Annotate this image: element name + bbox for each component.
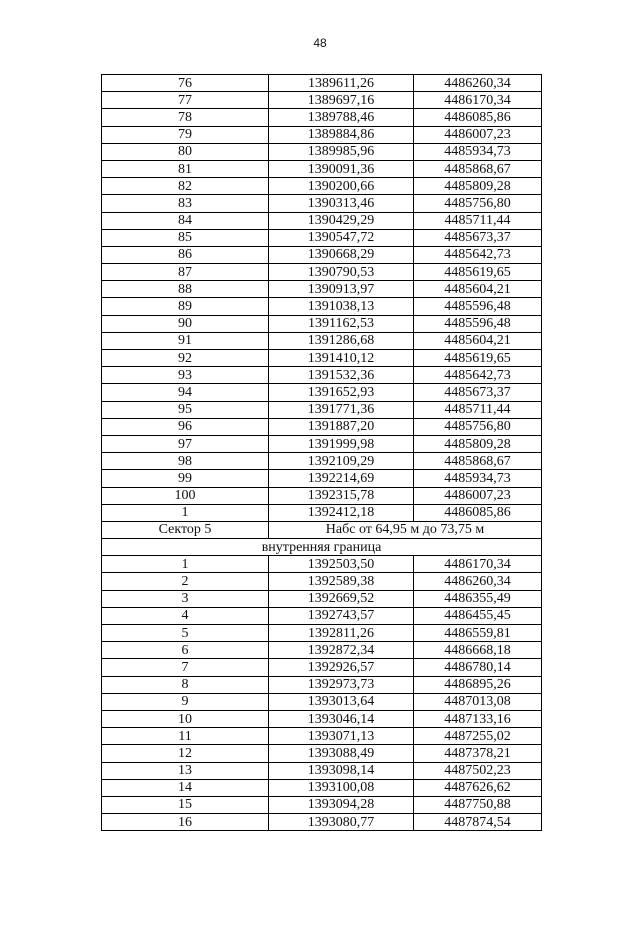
coordinate-y: 4485604,21 (414, 332, 542, 349)
coordinate-x: 1390913,97 (269, 281, 414, 298)
point-number: 92 (102, 350, 269, 367)
sector-name: Сектор 5 (102, 521, 269, 538)
coordinate-y: 4487378,21 (414, 745, 542, 762)
coordinate-y: 4486007,23 (414, 487, 542, 504)
table-row (102, 435, 542, 452)
table-row (102, 642, 542, 659)
point-number: 96 (102, 418, 269, 435)
coordinate-y: 4485711,44 (414, 212, 542, 229)
point-number: 84 (102, 212, 269, 229)
coordinate-y: 4485673,37 (414, 229, 542, 246)
coordinate-y: 4485673,37 (414, 384, 542, 401)
point-number: 8 (102, 676, 269, 693)
coordinate-x: 1391652,93 (269, 384, 414, 401)
table-row (102, 178, 542, 195)
table-row (102, 229, 542, 246)
point-number: 97 (102, 435, 269, 452)
coordinate-x: 1393080,77 (269, 814, 414, 831)
point-number: 77 (102, 92, 269, 109)
point-number: 94 (102, 384, 269, 401)
coordinate-x: 1392109,29 (269, 453, 414, 470)
table-row (102, 75, 542, 92)
coordinate-x: 1393094,28 (269, 796, 414, 813)
coordinate-y: 4485619,65 (414, 350, 542, 367)
coordinate-y: 4486170,34 (414, 92, 542, 109)
point-number: 88 (102, 281, 269, 298)
point-number: 1 (102, 556, 269, 573)
coordinate-x: 1391162,53 (269, 315, 414, 332)
point-number: 15 (102, 796, 269, 813)
point-number: 12 (102, 745, 269, 762)
coordinate-x: 1392669,52 (269, 590, 414, 607)
table-row (102, 160, 542, 177)
coordinate-y: 4485756,80 (414, 418, 542, 435)
coordinate-y: 4486260,34 (414, 75, 542, 92)
coordinate-x: 1391887,20 (269, 418, 414, 435)
table-row (102, 470, 542, 487)
point-number: 89 (102, 298, 269, 315)
page-number: 48 (313, 36, 327, 50)
coordinate-y: 4487133,16 (414, 710, 542, 727)
coordinate-y: 4485756,80 (414, 195, 542, 212)
coordinate-x: 1390668,29 (269, 246, 414, 263)
coordinate-y: 4485604,21 (414, 281, 542, 298)
table-row (102, 315, 542, 332)
coordinate-y: 4485711,44 (414, 401, 542, 418)
point-number: 11 (102, 728, 269, 745)
point-number: 87 (102, 264, 269, 281)
boundary-label: внутренняя граница (102, 539, 542, 556)
coordinate-x: 1392214,69 (269, 470, 414, 487)
table-row (102, 401, 542, 418)
coordinate-y: 4485934,73 (414, 143, 542, 160)
table-row (102, 659, 542, 676)
point-number: 1 (102, 504, 269, 521)
table-row (102, 367, 542, 384)
table-row (102, 143, 542, 160)
coordinate-x: 1392503,50 (269, 556, 414, 573)
table-row (102, 246, 542, 263)
table-row (102, 796, 542, 813)
coordinate-x: 1389788,46 (269, 109, 414, 126)
table-row (102, 109, 542, 126)
coordinate-y: 4487013,08 (414, 693, 542, 710)
coordinate-x: 1393098,14 (269, 762, 414, 779)
point-number: 86 (102, 246, 269, 263)
coordinate-x: 1393100,08 (269, 779, 414, 796)
coordinate-y: 4487874,54 (414, 814, 542, 831)
coordinate-x: 1389697,16 (269, 92, 414, 109)
point-number: 91 (102, 332, 269, 349)
coordinates-table (101, 74, 542, 831)
point-number: 81 (102, 160, 269, 177)
coordinate-x: 1391771,36 (269, 401, 414, 418)
table-row (102, 384, 542, 401)
coordinate-y: 4485868,67 (414, 160, 542, 177)
coordinate-x: 1390429,29 (269, 212, 414, 229)
point-number: 16 (102, 814, 269, 831)
coordinate-x: 1390091,36 (269, 160, 414, 177)
coordinate-x: 1393071,13 (269, 728, 414, 745)
table-row (102, 728, 542, 745)
table-row (102, 504, 542, 521)
point-number: 14 (102, 779, 269, 796)
coordinates-table-body-upper (102, 75, 542, 522)
table-row (102, 693, 542, 710)
coordinate-y: 4485619,65 (414, 264, 542, 281)
table-row (102, 745, 542, 762)
coordinate-y: 4485642,73 (414, 246, 542, 263)
coordinate-y: 4485934,73 (414, 470, 542, 487)
coordinate-y: 4485809,28 (414, 178, 542, 195)
sector-header (102, 521, 542, 555)
coordinate-y: 4487502,23 (414, 762, 542, 779)
point-number: 5 (102, 625, 269, 642)
coordinate-y: 4487750,88 (414, 796, 542, 813)
table-row (102, 281, 542, 298)
coordinate-x: 1390313,46 (269, 195, 414, 212)
coordinates-table-body-lower (102, 556, 542, 831)
table-row (102, 126, 542, 143)
table-row (102, 556, 542, 573)
coordinate-x: 1392926,57 (269, 659, 414, 676)
point-number: 98 (102, 453, 269, 470)
coordinate-x: 1389611,26 (269, 75, 414, 92)
table-row (102, 710, 542, 727)
point-number: 79 (102, 126, 269, 143)
coordinate-y: 4486355,49 (414, 590, 542, 607)
point-number: 7 (102, 659, 269, 676)
table-row (102, 625, 542, 642)
coordinate-x: 1390547,72 (269, 229, 414, 246)
coordinate-y: 4486007,23 (414, 126, 542, 143)
coordinate-y: 4487255,02 (414, 728, 542, 745)
point-number: 13 (102, 762, 269, 779)
point-number: 90 (102, 315, 269, 332)
point-number: 80 (102, 143, 269, 160)
table-row (102, 264, 542, 281)
coordinate-x: 1391999,98 (269, 435, 414, 452)
point-number: 99 (102, 470, 269, 487)
point-number: 4 (102, 607, 269, 624)
coordinate-y: 4486780,14 (414, 659, 542, 676)
coordinate-x: 1389884,86 (269, 126, 414, 143)
coordinate-y: 4485868,67 (414, 453, 542, 470)
point-number: 3 (102, 590, 269, 607)
coordinate-x: 1393013,64 (269, 693, 414, 710)
coordinate-x: 1392315,78 (269, 487, 414, 504)
coordinate-y: 4485596,48 (414, 298, 542, 315)
point-number: 85 (102, 229, 269, 246)
coordinate-x: 1392811,26 (269, 625, 414, 642)
table-row (102, 779, 542, 796)
coordinate-y: 4485596,48 (414, 315, 542, 332)
point-number: 83 (102, 195, 269, 212)
point-number: 76 (102, 75, 269, 92)
table-row (102, 298, 542, 315)
table-row (102, 418, 542, 435)
table-row (102, 487, 542, 504)
sector-row (102, 521, 542, 538)
point-number: 93 (102, 367, 269, 384)
coordinate-x: 1393046,14 (269, 710, 414, 727)
point-number: 95 (102, 401, 269, 418)
sector-height-range: Набс от 64,95 м до 73,75 м (269, 521, 542, 538)
coordinate-x: 1391286,68 (269, 332, 414, 349)
coordinate-x: 1391038,13 (269, 298, 414, 315)
coordinate-y: 4486085,86 (414, 109, 542, 126)
coordinate-x: 1391532,36 (269, 367, 414, 384)
point-number: 100 (102, 487, 269, 504)
coordinate-y: 4486668,18 (414, 642, 542, 659)
table-row (102, 676, 542, 693)
coordinate-y: 4487626,62 (414, 779, 542, 796)
coordinate-y: 4486455,45 (414, 607, 542, 624)
point-number: 2 (102, 573, 269, 590)
coordinate-x: 1392872,34 (269, 642, 414, 659)
coordinate-x: 1392743,57 (269, 607, 414, 624)
table-row (102, 590, 542, 607)
table-row (102, 762, 542, 779)
point-number: 78 (102, 109, 269, 126)
coordinate-x: 1389985,96 (269, 143, 414, 160)
coordinate-x: 1390200,66 (269, 178, 414, 195)
coordinate-x: 1392973,73 (269, 676, 414, 693)
table-row (102, 92, 542, 109)
coordinate-y: 4486170,34 (414, 556, 542, 573)
coordinate-y: 4486260,34 (414, 573, 542, 590)
coordinate-y: 4485809,28 (414, 435, 542, 452)
coordinate-y: 4485642,73 (414, 367, 542, 384)
coordinate-x: 1390790,53 (269, 264, 414, 281)
point-number: 9 (102, 693, 269, 710)
coordinate-x: 1392589,38 (269, 573, 414, 590)
table-row (102, 332, 542, 349)
point-number: 10 (102, 710, 269, 727)
coordinate-x: 1391410,12 (269, 350, 414, 367)
coordinate-x: 1392412,18 (269, 504, 414, 521)
table-row (102, 814, 542, 831)
coordinate-y: 4486895,26 (414, 676, 542, 693)
table-row (102, 573, 542, 590)
coordinate-y: 4486085,86 (414, 504, 542, 521)
coordinate-x: 1393088,49 (269, 745, 414, 762)
table-row (102, 212, 542, 229)
coordinate-y: 4486559,81 (414, 625, 542, 642)
table-row (102, 607, 542, 624)
table-row (102, 195, 542, 212)
table-row (102, 350, 542, 367)
table-row (102, 453, 542, 470)
point-number: 82 (102, 178, 269, 195)
boundary-row (102, 539, 542, 556)
point-number: 6 (102, 642, 269, 659)
